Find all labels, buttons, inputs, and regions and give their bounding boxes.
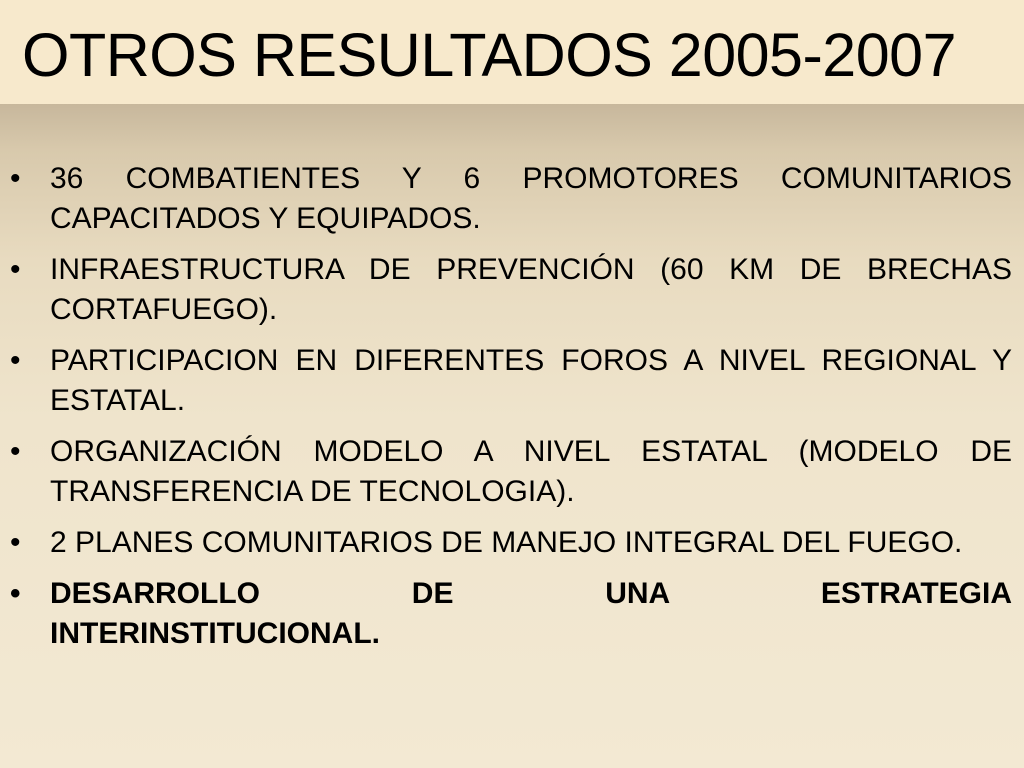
bullet-item bbox=[10, 341, 1012, 421]
bullet-text: ORGANIZACIÓN MODELO A NIVEL ESTATAL (MODELO DE TRANSFERENCIA DE TECNOLOGIA). bbox=[50, 435, 1012, 508]
bullet-icon: • bbox=[10, 577, 21, 610]
bullet-icon: • bbox=[10, 344, 21, 377]
title-band bbox=[0, 0, 1024, 104]
bullet-icon: • bbox=[10, 526, 21, 559]
bullet-text: INFRAESTRUCTURA DE PREVENCIÓN (60 KM DE BRECHAS CORTAFUEGO). bbox=[50, 253, 1012, 326]
bullet-icon: • bbox=[10, 162, 21, 195]
bullet-text: 2 PLANES COMUNITARIOS DE MANEJO INTEGRAL DEL FUEGO. bbox=[50, 526, 963, 559]
bullet-text: DESARROLLO DE UNA ESTRATEGIA bbox=[50, 577, 1012, 610]
bullet-text: INTERINSTITUCIONAL. bbox=[50, 617, 380, 650]
bullet-item bbox=[10, 250, 1012, 330]
bullet-item bbox=[10, 159, 1012, 239]
bullet-list bbox=[10, 159, 1012, 665]
bullet-text: PARTICIPACION EN DIFERENTES FOROS A NIVEL REGIONAL Y ESTATAL. bbox=[50, 344, 1012, 417]
bullet-icon: • bbox=[10, 435, 21, 468]
bullet-item bbox=[10, 523, 1012, 563]
bullet-item bbox=[10, 432, 1012, 512]
bullet-item bbox=[10, 574, 1012, 654]
bullet-icon: • bbox=[10, 253, 21, 286]
bullet-text: 36 COMBATIENTES Y 6 PROMOTORES COMUNITARIOS CAPACITADOS Y EQUIPADOS. bbox=[50, 162, 1012, 235]
slide-title: OTROS RESULTADOS 2005-2007 bbox=[22, 21, 956, 89]
